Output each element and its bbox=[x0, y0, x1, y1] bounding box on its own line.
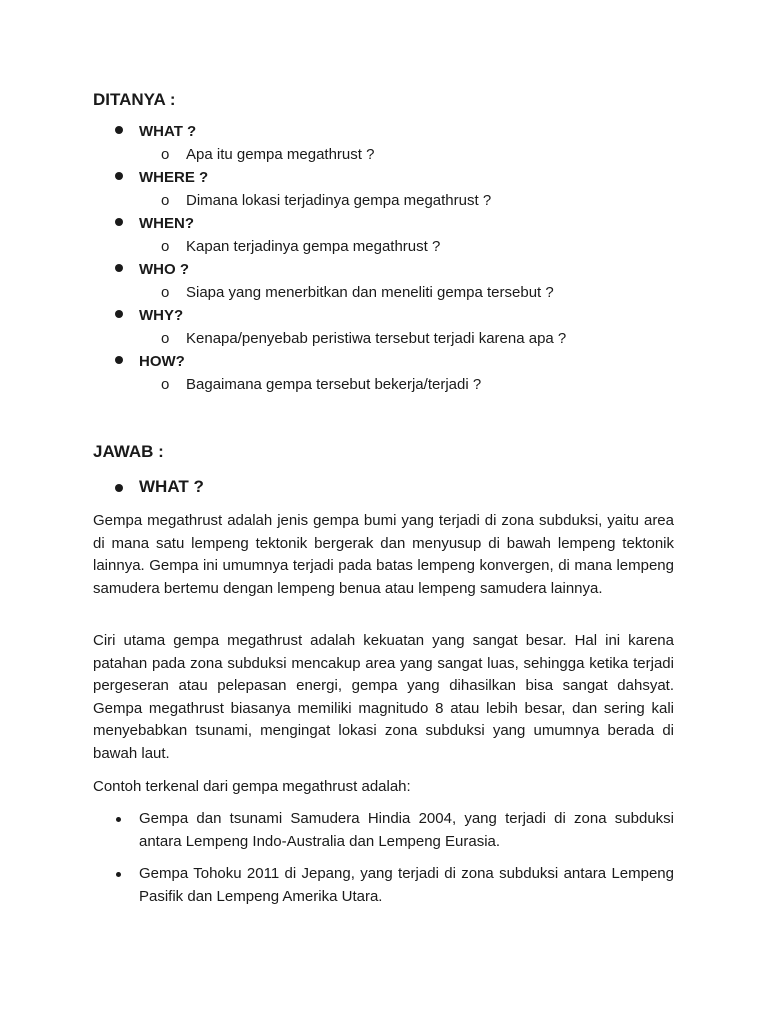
bullet-icon bbox=[115, 310, 123, 318]
example-item bbox=[0, 808, 768, 863]
question-item-what bbox=[0, 122, 768, 168]
sub-bullet-icon: o bbox=[161, 146, 170, 163]
example-text: Gempa dan tsunami Samudera Hindia 2004, yang terjadi di zona subduksi antara Lempeng Indo-Australia dan Lempeng Eurasia. bbox=[139, 810, 674, 850]
example-item bbox=[0, 863, 768, 918]
question-item-where bbox=[0, 168, 768, 214]
answer-what-label: WHAT ? bbox=[139, 477, 204, 496]
bullet-icon bbox=[115, 172, 123, 180]
jawab-heading: JAWAB : bbox=[93, 442, 164, 461]
question-label: WHO ? bbox=[139, 261, 189, 278]
question-text: Kenapa/penyebab peristiwa tersebut terjadi karena apa ? bbox=[186, 330, 567, 347]
example-list bbox=[0, 808, 768, 918]
question-item-when bbox=[0, 214, 768, 260]
sub-bullet-icon: o bbox=[161, 284, 170, 301]
answer-what-heading bbox=[0, 476, 768, 500]
question-label: WHERE ? bbox=[139, 169, 209, 186]
answer-paragraph-definition: Gempa megathrust adalah jenis gempa bumi yang terjadi di zona subduksi, yaitu area di mana satu lempeng tektonik bergerak dan menyusup di bawah lempeng tektonik lainnya. Gempa ini umumnya terjadi pada batas lempeng konvergen, di mana lempeng samudera bertemu dengan lempeng benua atau lempeng samudera lainnya. bbox=[93, 512, 674, 597]
bullet-icon bbox=[116, 872, 121, 877]
question-label: WHAT ? bbox=[139, 123, 197, 140]
answer-paragraph-examples-intro: Contoh terkenal dari gempa megathrust adalah: bbox=[93, 778, 411, 795]
sub-bullet-icon: o bbox=[161, 376, 170, 393]
bullet-icon bbox=[115, 264, 123, 272]
question-label: WHEN? bbox=[139, 215, 194, 232]
question-text: Dimana lokasi terjadinya gempa megathrust ? bbox=[186, 192, 492, 209]
question-label: WHY? bbox=[139, 307, 184, 324]
bullet-icon bbox=[115, 126, 123, 134]
sub-bullet-icon: o bbox=[161, 192, 170, 209]
question-item-why bbox=[0, 306, 768, 352]
bullet-icon bbox=[115, 218, 123, 226]
question-list bbox=[0, 122, 768, 398]
question-text: Kapan terjadinya gempa megathrust ? bbox=[186, 238, 441, 255]
sub-bullet-icon: o bbox=[161, 330, 170, 347]
question-label: HOW? bbox=[139, 353, 185, 370]
ditanya-heading: DITANYA : bbox=[93, 90, 176, 109]
question-item-who bbox=[0, 260, 768, 306]
question-text: Apa itu gempa megathrust ? bbox=[186, 146, 375, 163]
question-text: Siapa yang menerbitkan dan meneliti gempa tersebut ? bbox=[186, 284, 554, 301]
bullet-icon bbox=[116, 817, 121, 822]
bullet-icon bbox=[115, 356, 123, 364]
bullet-icon bbox=[115, 484, 123, 492]
question-text: Bagaimana gempa tersebut bekerja/terjadi ? bbox=[186, 376, 482, 393]
sub-bullet-icon: o bbox=[161, 238, 170, 255]
question-item-how bbox=[0, 352, 768, 398]
example-text: Gempa Tohoku 2011 di Jepang, yang terjadi di zona subduksi antara Lempeng Pasifik dan Lempeng Amerika Utara. bbox=[139, 865, 674, 905]
answer-paragraph-characteristics: Ciri utama gempa megathrust adalah kekuatan yang sangat besar. Hal ini karena patahan pada zona subduksi mencakup area yang sangat luas, sehingga ketika terjadi pergeseran atau pelepasan energi, gempa yang dihasilkan bisa sangat dahsyat. Gempa megathrust biasanya memiliki magnitudo 8 atau lebih besar, dan sering kali menyebabkan tsunami, mengingat lokasi zona subduksi yang umumnya berada di bawah laut. bbox=[93, 632, 674, 762]
